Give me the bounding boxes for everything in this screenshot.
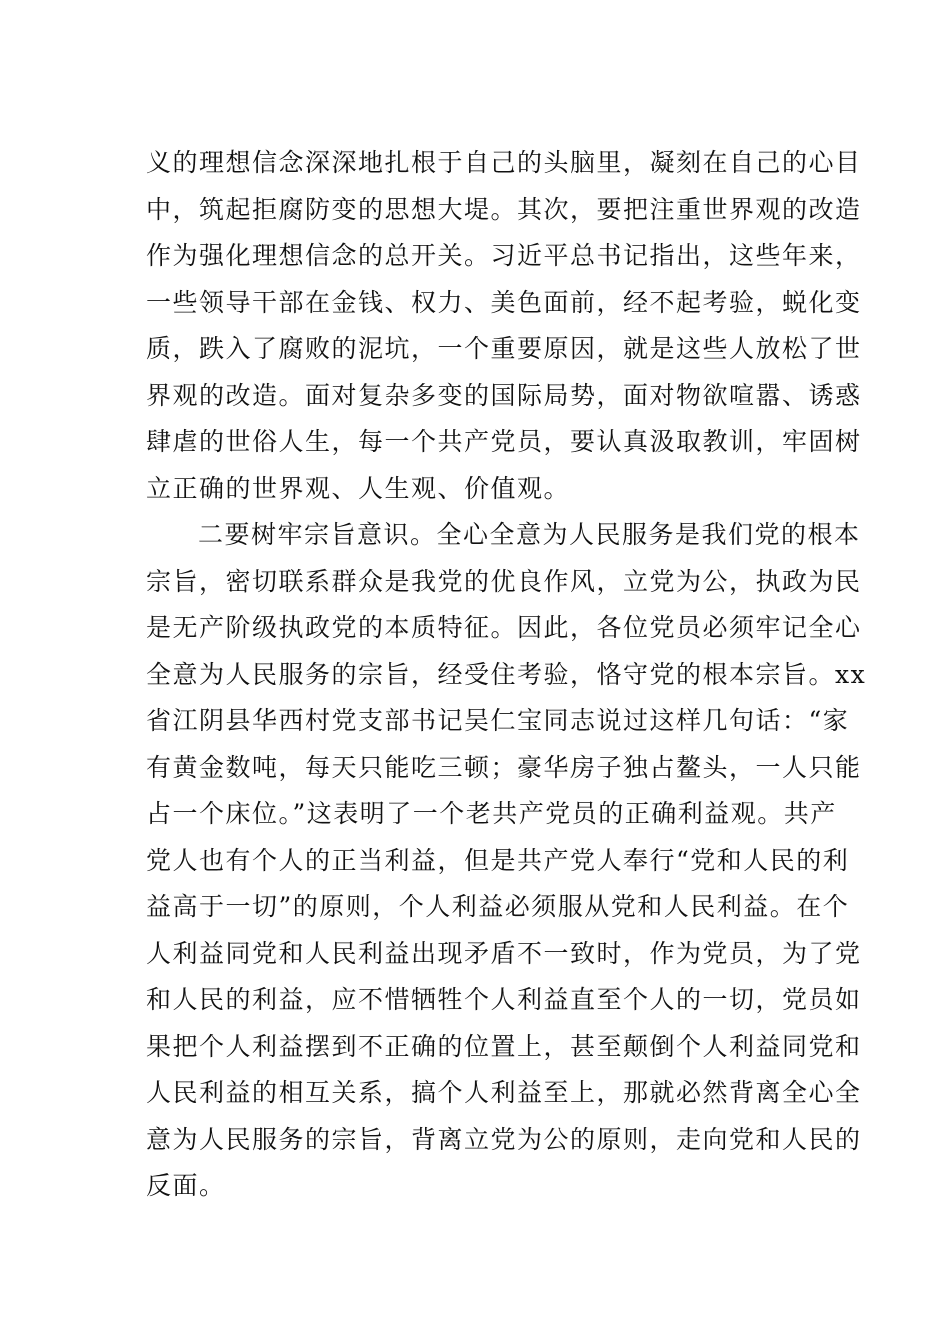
text-line: 省江阴县华西村党支部书记吴仁宝同志说过这样几句话：“家 [146, 706, 850, 735]
text-line: 是无产阶级执政党的本质特征。因此，各位党员必须牢记全心 [146, 613, 862, 642]
text-line: 占一个床位。”这表明了一个老共产党员的正确利益观。共产 [146, 799, 837, 828]
text-line: 和人民的利益，应不惜牺牲个人利益直至个人的一切，党员如 [146, 985, 862, 1014]
text-line: 质，跌入了腐败的泥坑，一个重要原因，就是这些人放松了世 [146, 334, 862, 363]
text-line: 界观的改造。面对复杂多变的国际局势，面对物欲喧嚣、诱惑 [146, 380, 862, 410]
text-line: 意为人民服务的宗旨，背离立党为公的原则，走向党和人民的 [146, 1124, 862, 1154]
text-line: 全意为人民服务的宗旨，经受住考验，恪守党的根本宗旨。xx [146, 659, 867, 689]
text-line: 二要树牢宗旨意识。全心全意为人民服务是我们党的根本 [198, 520, 861, 549]
text-line: 反面。 [146, 1171, 226, 1200]
text-line: 有黄金数吨，每天只能吃三顿；豪华房子独占鳌头，一人只能 [146, 752, 862, 782]
text-line: 肆虐的世俗人生，每一个共产党员，要认真汲取教训，牢固树 [146, 427, 862, 456]
text-line: 益高于一切”的原则，个人利益必须服从党和人民利益。在个 [146, 892, 850, 921]
text-line: 人利益同党和人民利益出现矛盾不一致时，作为党员，为了党 [146, 938, 862, 968]
text-line: 人民利益的相互关系，搞个人利益至上，那就必然背离全心全 [146, 1078, 862, 1107]
text-line: 中，筑起拒腐防变的思想大堤。其次，要把注重世界观的改造 [146, 194, 862, 224]
paragraph-2 [146, 512, 867, 1210]
text-line: 义的理想信念深深地扎根于自己的头脑里，凝刻在自己的心目 [146, 148, 862, 177]
text-line: 果把个人利益摆到不正确的位置上，甚至颠倒个人利益同党和 [146, 1031, 862, 1061]
document-body [146, 140, 867, 1210]
text-line: 宗旨，密切联系群众是我党的优良作风，立党为公，执政为民 [146, 566, 862, 596]
text-line: 党人也有个人的正当利益，但是共产党人奉行“党和人民的利 [146, 845, 850, 875]
paragraph-1 [146, 140, 862, 512]
text-line: 立正确的世界观、人生观、价值观。 [146, 473, 571, 503]
text-line: 一些领导干部在金钱、权力、美色面前，经不起考验，蜕化变 [146, 287, 862, 317]
text-line: 作为强化理想信念的总开关。习近平总书记指出，这些年来， [146, 241, 862, 270]
